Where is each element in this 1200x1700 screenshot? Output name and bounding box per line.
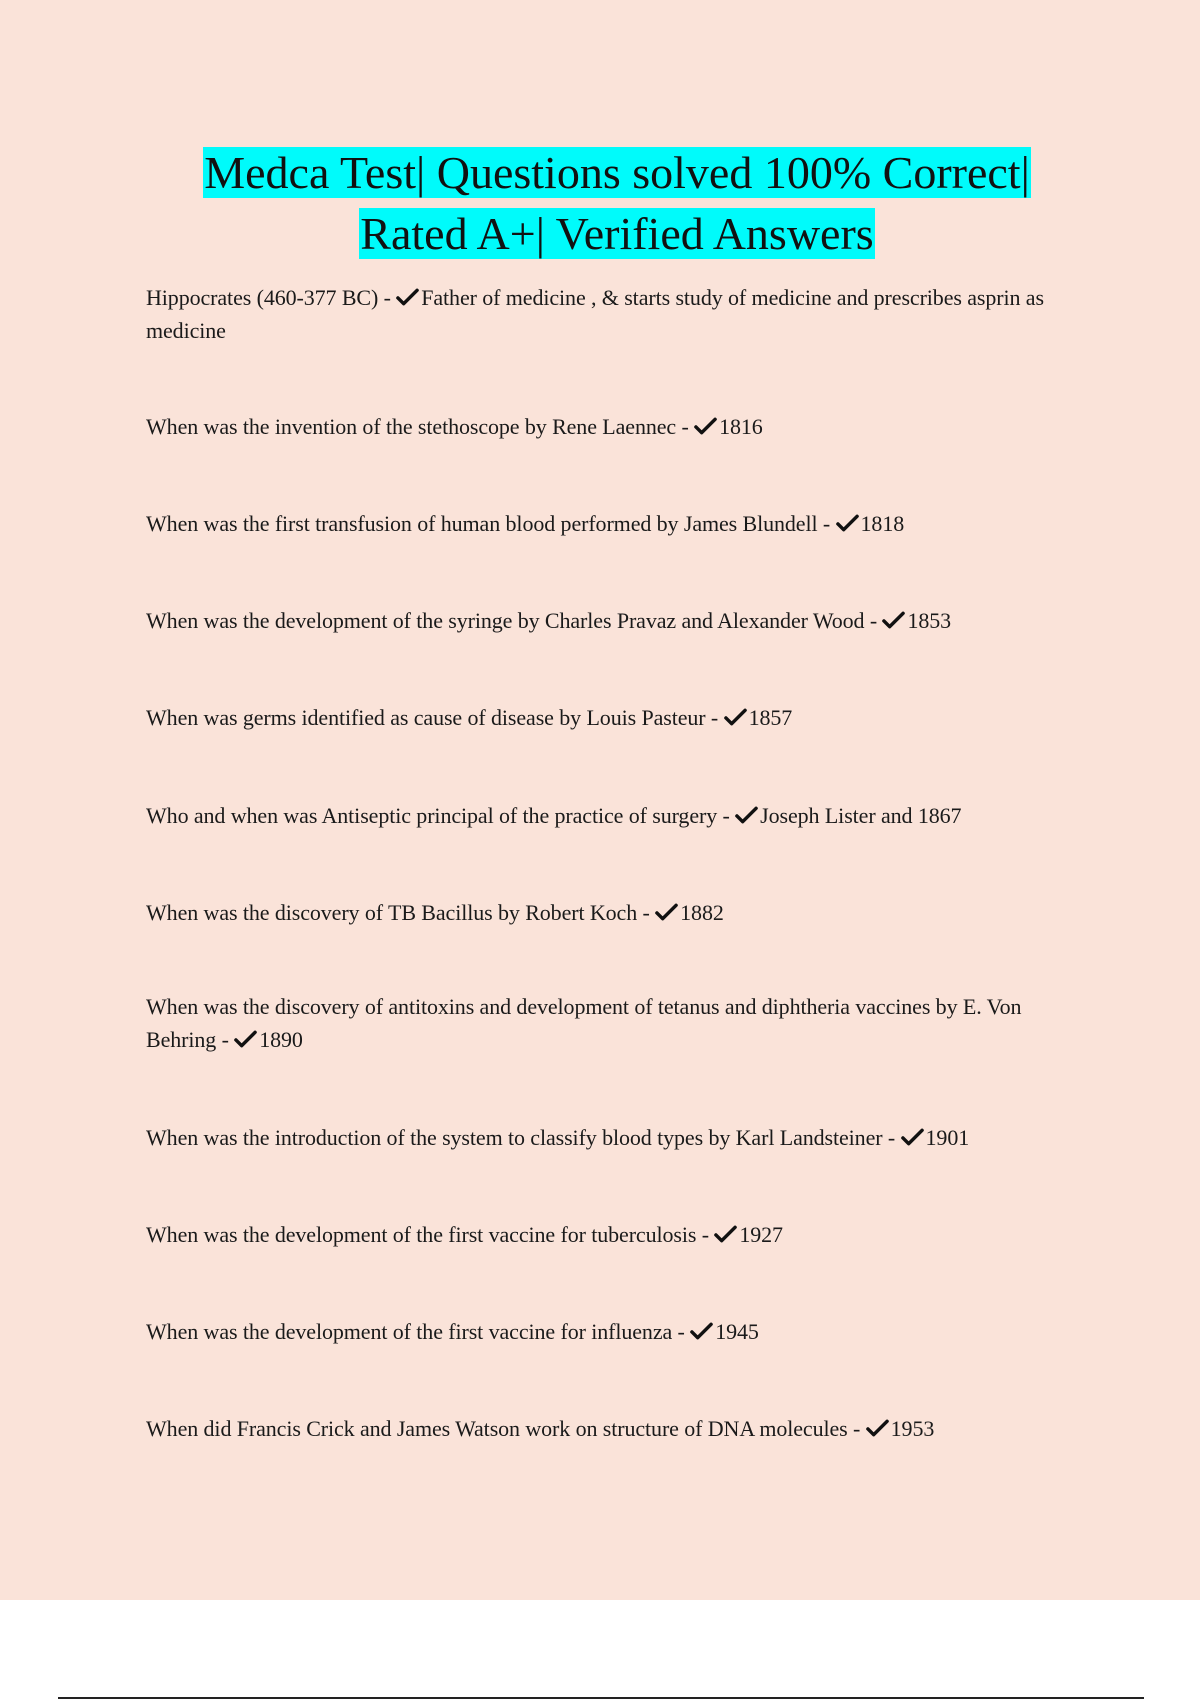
question-text: When was the first transfusion of human blood performed by James Blundell - — [146, 511, 836, 536]
checkmark-icon — [866, 1418, 889, 1438]
question-text: Who and when was Antiseptic principal of the practice of surgery - — [146, 803, 736, 828]
title-line-1: Medca Test| Questions solved 100% Correct| — [204, 147, 1030, 198]
checkmark-icon — [396, 287, 419, 307]
answer-text: 1857 — [748, 705, 793, 730]
qa-item — [146, 990, 1076, 1056]
question-text: When was the development of the syringe by Charles Pravaz and Alexander Wood - — [146, 608, 883, 633]
answer-text: 1890 — [259, 1027, 303, 1052]
qa-item — [146, 604, 1076, 637]
qa-item — [146, 1218, 1076, 1251]
question-text: When was the discovery of antitoxins and development of tetanus and diphtheria vaccines by E. Von Behring - — [146, 994, 1022, 1052]
qa-item — [146, 507, 1076, 540]
checkmark-icon — [690, 1321, 713, 1341]
checkmark-icon — [694, 416, 717, 436]
checkmark-icon — [882, 610, 905, 630]
answer-text: 1901 — [925, 1125, 970, 1150]
checkmark-icon — [655, 902, 678, 922]
qa-item — [146, 1412, 1076, 1445]
question-text: When was the development of the first vaccine for tuberculosis - — [146, 1222, 715, 1247]
answer-text: 1816 — [719, 414, 763, 439]
question-text: When was the development of the first vaccine for influenza - — [146, 1319, 691, 1344]
qa-item — [146, 1121, 1076, 1154]
qa-item — [146, 410, 1076, 443]
answer-text: 1882 — [680, 900, 724, 925]
answer-text: 1853 — [907, 608, 952, 633]
answer-text: Father of medicine , & starts study of medicine and prescribes asprin as medicine — [146, 285, 1044, 343]
answer-text: 1818 — [860, 511, 905, 536]
checkmark-icon — [724, 707, 747, 727]
qa-item — [146, 701, 1076, 734]
checkmark-icon — [714, 1224, 737, 1244]
qa-item — [146, 1315, 1076, 1348]
answer-text: 1953 — [890, 1416, 935, 1441]
question-text: Hippocrates (460-377 BC) - — [146, 285, 397, 310]
answer-text: 1945 — [715, 1319, 759, 1344]
qa-item — [146, 896, 1076, 929]
answer-text: Joseph Lister and 1867 — [760, 803, 962, 828]
question-text: When was germs identified as cause of disease by Louis Pasteur - — [146, 705, 724, 730]
document-title — [0, 142, 1200, 264]
question-text: When was the discovery of TB Bacillus by Robert Koch - — [146, 900, 656, 925]
title-line-2: Rated A+| Verified Answers — [360, 208, 874, 259]
checkmark-icon — [735, 805, 758, 825]
question-text: When was the introduction of the system to classify blood types by Karl Landsteiner - — [146, 1125, 901, 1150]
footer-divider — [58, 1697, 1144, 1699]
checkmark-icon — [901, 1127, 924, 1147]
checkmark-icon — [836, 513, 859, 533]
checkmark-icon — [234, 1029, 257, 1049]
question-text: When was the invention of the stethoscope by Rene Laennec - — [146, 414, 695, 439]
question-text: When did Francis Crick and James Watson work on structure of DNA molecules - — [146, 1416, 866, 1441]
answer-text: 1927 — [739, 1222, 783, 1247]
qa-item — [146, 281, 1076, 347]
qa-item — [146, 799, 1076, 832]
